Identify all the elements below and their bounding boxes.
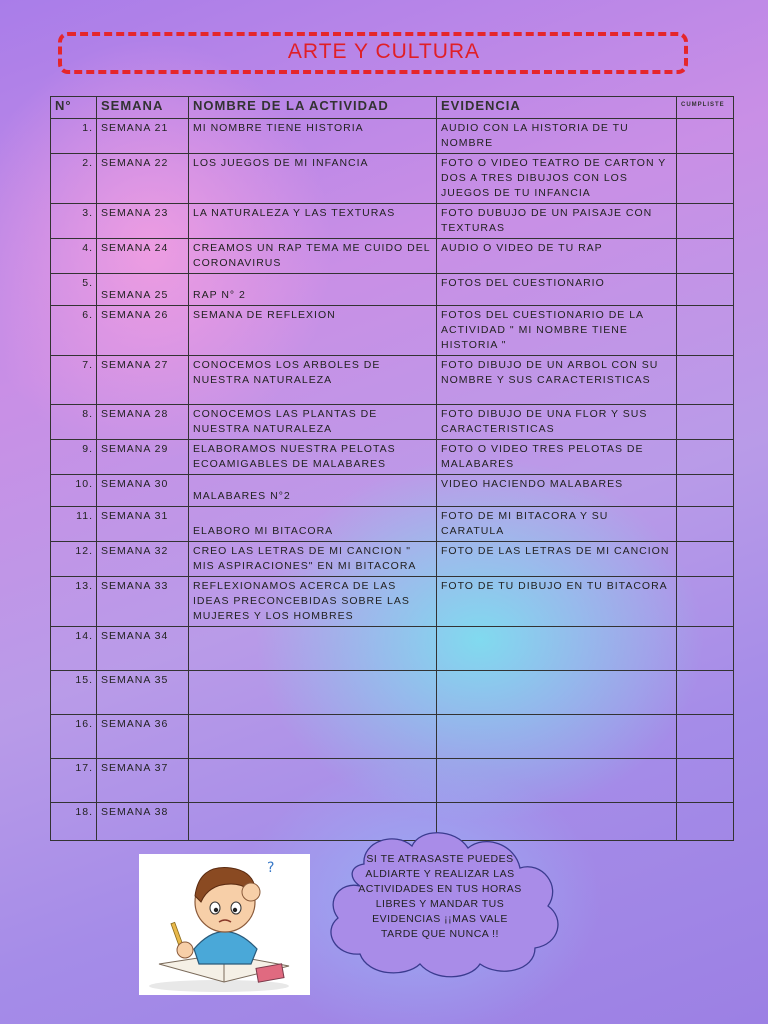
table-row <box>51 405 734 440</box>
row-week: SEMANA 37 <box>97 759 189 803</box>
row-done-checkbox[interactable] <box>677 306 734 356</box>
row-week: SEMANA 31 <box>97 507 189 542</box>
row-evidence: FOTO DE MI BITACORA Y SU CARATULA <box>437 507 677 542</box>
row-num: 7. <box>51 356 97 405</box>
header-num: N° <box>51 97 97 119</box>
row-done-checkbox[interactable] <box>677 803 734 841</box>
row-evidence: FOTO O VIDEO TEATRO DE CARTON Y DOS A TRES DIBUJOS CON LOS JUEGOS DE TU INFANCIA <box>437 154 677 204</box>
row-activity <box>189 715 437 759</box>
row-evidence: FOTO O VIDEO TRES PELOTAS DE MALABARES <box>437 440 677 475</box>
table-row <box>51 542 734 577</box>
table-row <box>51 306 734 356</box>
table-row <box>51 759 734 803</box>
row-evidence: FOTO DUBUJO DE UN PAISAJE CON TEXTURAS <box>437 204 677 239</box>
row-done-checkbox[interactable] <box>677 542 734 577</box>
row-done-checkbox[interactable] <box>677 577 734 627</box>
row-done-checkbox[interactable] <box>677 154 734 204</box>
table-row <box>51 627 734 671</box>
cloud-message: SI TE ATRASASTE PUEDES ALDIARTE Y REALIZAR LAS ACTIVIDADES EN TUS HORAS LIBRES Y MANDAR TUS EVIDENCIAS ¡¡MAS VALE TARDE QUE NUNCA !! <box>358 853 522 940</box>
row-activity: CREAMOS UN RAP TEMA ME CUIDO DEL CORONAVIRUS <box>189 239 437 274</box>
row-evidence: FOTO DIBUJO DE UN ARBOL CON SU NOMBRE Y SUS CARACTERISTICAS <box>437 356 677 405</box>
row-activity: SEMANA DE REFLEXION <box>189 306 437 356</box>
row-activity: CONOCEMOS LAS PLANTAS DE NUESTRA NATURALEZA <box>189 405 437 440</box>
row-week: SEMANA 29 <box>97 440 189 475</box>
table-row <box>51 577 734 627</box>
table-row <box>51 154 734 204</box>
row-num: 3. <box>51 204 97 239</box>
row-activity <box>189 759 437 803</box>
row-activity: CREO LAS LETRAS DE MI CANCION " MIS ASPIRACIONES" EN MI BITACORA <box>189 542 437 577</box>
row-num: 15. <box>51 671 97 715</box>
header-evidence: EVIDENCIA <box>437 97 677 119</box>
row-num: 17. <box>51 759 97 803</box>
row-num: 2. <box>51 154 97 204</box>
row-evidence: AUDIO CON LA HISTORIA DE TU NOMBRE <box>437 119 677 154</box>
row-done-checkbox[interactable] <box>677 356 734 405</box>
header-week: SEMANA <box>97 97 189 119</box>
row-num: 16. <box>51 715 97 759</box>
page-title: ARTE Y CULTURA <box>287 40 481 63</box>
row-done-checkbox[interactable] <box>677 507 734 542</box>
row-done-checkbox[interactable] <box>677 475 734 507</box>
row-done-checkbox[interactable] <box>677 715 734 759</box>
row-evidence: AUDIO O VIDEO DE TU RAP <box>437 239 677 274</box>
row-week: SEMANA 24 <box>97 239 189 274</box>
table-row <box>51 119 734 154</box>
row-week: SEMANA 35 <box>97 671 189 715</box>
row-activity: CONOCEMOS LOS ARBOLES DE NUESTRA NATURALEZA <box>189 356 437 405</box>
row-done-checkbox[interactable] <box>677 274 734 306</box>
row-done-checkbox[interactable] <box>677 671 734 715</box>
row-week: SEMANA 38 <box>97 803 189 841</box>
row-activity: RAP N° 2 <box>189 274 437 306</box>
table-row <box>51 715 734 759</box>
row-week: SEMANA 21 <box>97 119 189 154</box>
row-num: 10. <box>51 475 97 507</box>
row-week: SEMANA 27 <box>97 356 189 405</box>
row-activity: LOS JUEGOS DE MI INFANCIA <box>189 154 437 204</box>
row-done-checkbox[interactable] <box>677 204 734 239</box>
row-evidence: FOTO DIBUJO DE UNA FLOR Y SUS CARACTERISTICAS <box>437 405 677 440</box>
row-week: SEMANA 26 <box>97 306 189 356</box>
row-num: 1. <box>51 119 97 154</box>
row-num: 13. <box>51 577 97 627</box>
table-header <box>51 97 734 119</box>
table-row <box>51 274 734 306</box>
table-row <box>51 356 734 405</box>
row-evidence <box>437 715 677 759</box>
row-evidence: VIDEO HACIENDO MALABARES <box>437 475 677 507</box>
row-num: 5. <box>51 274 97 306</box>
row-evidence: FOTO DE TU DIBUJO EN TU BITACORA <box>437 577 677 627</box>
row-done-checkbox[interactable] <box>677 759 734 803</box>
row-activity: REFLEXIONAMOS ACERCA DE LAS IDEAS PRECONCEBIDAS SOBRE LAS MUJERES Y LOS HOMBRES <box>189 577 437 627</box>
row-done-checkbox[interactable] <box>677 627 734 671</box>
row-num: 18. <box>51 803 97 841</box>
row-evidence <box>437 759 677 803</box>
row-done-checkbox[interactable] <box>677 239 734 274</box>
row-week: SEMANA 30 <box>97 475 189 507</box>
row-evidence <box>437 671 677 715</box>
row-week: SEMANA 34 <box>97 627 189 671</box>
table-row <box>51 507 734 542</box>
student-illustration <box>139 854 310 995</box>
row-num: 8. <box>51 405 97 440</box>
row-activity: MALABARES N°2 <box>189 475 437 507</box>
row-evidence <box>437 627 677 671</box>
row-week: SEMANA 36 <box>97 715 189 759</box>
row-done-checkbox[interactable] <box>677 440 734 475</box>
table-row <box>51 239 734 274</box>
table-row <box>51 204 734 239</box>
row-week: SEMANA 22 <box>97 154 189 204</box>
row-num: 14. <box>51 627 97 671</box>
header-name: NOMBRE DE LA ACTIVIDAD <box>189 97 437 119</box>
row-activity: LA NATURALEZA Y LAS TEXTURAS <box>189 204 437 239</box>
row-num: 4. <box>51 239 97 274</box>
row-done-checkbox[interactable] <box>677 119 734 154</box>
row-activity: ELABORAMOS NUESTRA PELOTAS ECOAMIGABLES DE MALABARES <box>189 440 437 475</box>
table-row <box>51 440 734 475</box>
row-evidence: FOTOS DEL CUESTIONARIO DE LA ACTIVIDAD " MI NOMBRE TIENE HISTORIA " <box>437 306 677 356</box>
table-row <box>51 671 734 715</box>
row-evidence: FOTO DE LAS LETRAS DE MI CANCION <box>437 542 677 577</box>
activities-table <box>50 96 734 841</box>
row-evidence: FOTOS DEL CUESTIONARIO <box>437 274 677 306</box>
row-week: SEMANA 25 <box>97 274 189 306</box>
row-done-checkbox[interactable] <box>677 405 734 440</box>
row-week: SEMANA 28 <box>97 405 189 440</box>
header-done: CUMPLISTE <box>677 97 734 119</box>
row-activity: MI NOMBRE TIENE HISTORIA <box>189 119 437 154</box>
row-num: 6. <box>51 306 97 356</box>
table-row <box>51 475 734 507</box>
row-week: SEMANA 32 <box>97 542 189 577</box>
row-activity <box>189 627 437 671</box>
row-activity <box>189 671 437 715</box>
row-num: 11. <box>51 507 97 542</box>
row-activity: ELABORO MI BITACORA <box>189 507 437 542</box>
row-week: SEMANA 23 <box>97 204 189 239</box>
row-week: SEMANA 33 <box>97 577 189 627</box>
row-num: 12. <box>51 542 97 577</box>
row-num: 9. <box>51 440 97 475</box>
svg-text:?: ? <box>267 860 275 876</box>
